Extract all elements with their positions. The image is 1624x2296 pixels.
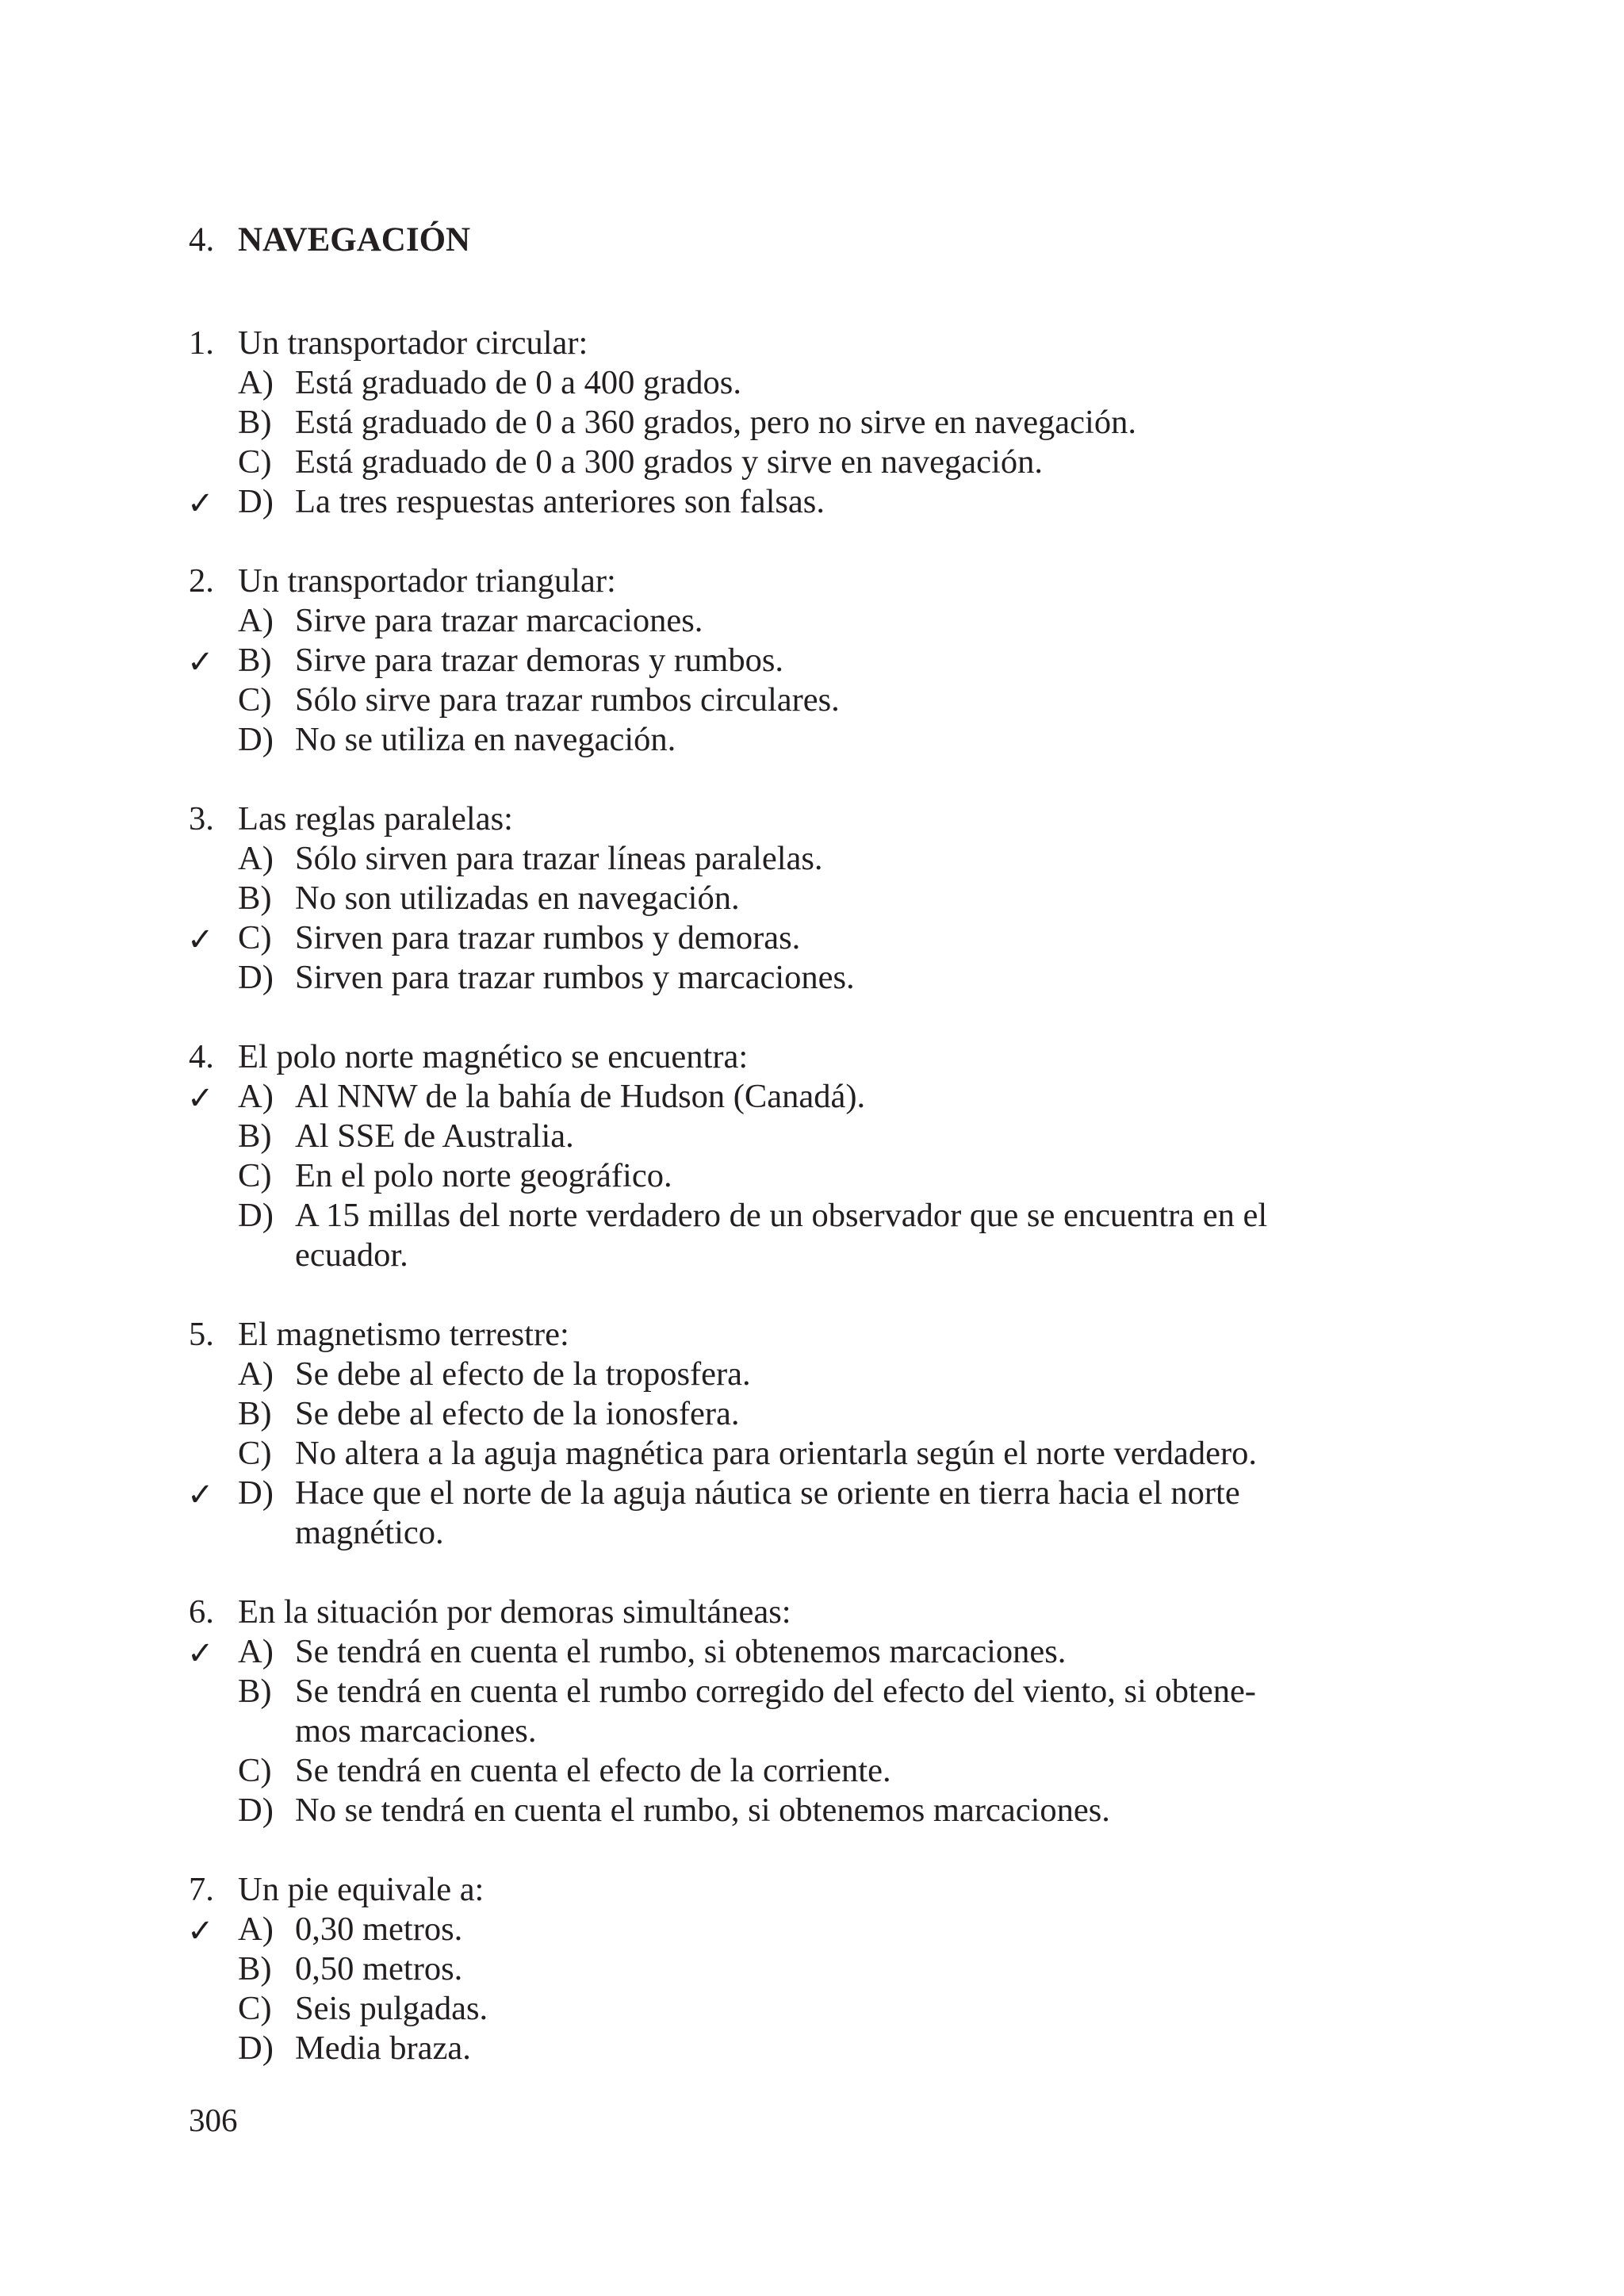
- question-text: En la situación por demoras simultáneas:: [238, 1593, 791, 1631]
- option-letter: B): [238, 642, 272, 679]
- question-stem: [189, 324, 1410, 363]
- option-b: [189, 1672, 1410, 1711]
- option-a: [189, 1910, 1410, 1949]
- option-letter: D): [238, 1792, 274, 1829]
- check-mark-icon: ✓: [187, 922, 214, 958]
- option-text: Al NNW de la bahía de Hudson (Canadá).: [295, 1078, 866, 1115]
- question-text: Un pie equivale a:: [238, 1871, 485, 1908]
- option-text: En el polo norte geográfico.: [295, 1157, 672, 1194]
- option-letter: C): [238, 681, 272, 719]
- option-letter: B): [238, 1950, 272, 1987]
- option-letter: C): [238, 1752, 272, 1789]
- option-d: [189, 482, 1410, 522]
- option-text: Sirven para trazar rumbos y marcaciones.: [295, 959, 855, 996]
- page-number: 306: [189, 2102, 238, 2138]
- question-list: [189, 324, 1410, 2108]
- question-number: 4.: [189, 1038, 214, 1075]
- option-letter: B): [238, 880, 272, 917]
- option-letter: C): [238, 443, 272, 481]
- option-text: No altera a la aguja magnética para orientarla según el norte verdadero.: [295, 1435, 1257, 1472]
- option-d: [189, 1474, 1410, 1513]
- option-c: [189, 1434, 1410, 1474]
- question-7: [189, 1870, 1410, 2068]
- check-mark-icon: ✓: [187, 644, 214, 680]
- question-stem: [189, 1315, 1410, 1355]
- question-number: 3.: [189, 800, 214, 838]
- option-letter: A): [238, 1078, 274, 1115]
- option-c: [189, 443, 1410, 482]
- option-text: La tres respuestas anteriores son falsas.: [295, 483, 825, 520]
- question-2: [189, 562, 1410, 760]
- option-d-continuation: [189, 1236, 1410, 1275]
- option-c: [189, 1989, 1410, 2029]
- option-b: [189, 641, 1410, 680]
- question-stem: [189, 562, 1410, 601]
- question-stem: [189, 1870, 1410, 1910]
- option-letter: D): [238, 1474, 274, 1512]
- option-letter: D): [238, 721, 274, 758]
- section-number: 4.: [189, 221, 215, 259]
- check-mark-icon: ✓: [187, 1477, 214, 1513]
- question-number: 1.: [189, 324, 214, 362]
- option-letter: A): [238, 840, 274, 877]
- option-a: [189, 1632, 1410, 1672]
- option-letter: D): [238, 483, 274, 520]
- option-text: Media braza.: [295, 2030, 471, 2067]
- question-text: Las reglas paralelas:: [238, 800, 513, 838]
- option-b: [189, 1949, 1410, 1989]
- option-text: Al SSE de Australia.: [295, 1117, 574, 1155]
- option-d: [189, 958, 1410, 998]
- option-text: magnético.: [295, 1514, 444, 1551]
- option-a: [189, 839, 1410, 879]
- option-a: [189, 363, 1410, 403]
- option-letter: C): [238, 1157, 272, 1194]
- check-mark-icon: ✓: [187, 485, 214, 522]
- option-letter: C): [238, 919, 272, 956]
- option-letter: D): [238, 1197, 274, 1234]
- option-text: No son utilizadas en navegación.: [295, 880, 740, 917]
- option-b: [189, 1394, 1410, 1434]
- section-title: NAVEGACIÓN: [238, 221, 471, 259]
- option-letter: C): [238, 1990, 272, 2027]
- question-text: Un transportador circular:: [238, 324, 588, 362]
- option-text: Sirve para trazar demoras y rumbos.: [295, 642, 784, 679]
- option-text: Está graduado de 0 a 360 grados, pero no sirve en navegación.: [295, 404, 1136, 441]
- option-d: [189, 720, 1410, 760]
- option-letter: C): [238, 1435, 272, 1472]
- option-c: [189, 1156, 1410, 1196]
- option-b: [189, 1117, 1410, 1156]
- option-b: [189, 879, 1410, 918]
- option-d: [189, 1196, 1410, 1236]
- option-text: 0,50 metros.: [295, 1950, 463, 1987]
- option-letter: D): [238, 2030, 274, 2067]
- question-number: 7.: [189, 1871, 214, 1908]
- option-text: Se tendrá en cuenta el rumbo corregido del efecto del viento, si obtene-: [295, 1673, 1256, 1710]
- option-text: Se tendrá en cuenta el rumbo, si obtenemos marcaciones.: [295, 1633, 1067, 1670]
- option-letter: A): [238, 1633, 274, 1670]
- option-text: Sólo sirven para trazar líneas paralelas.: [295, 840, 823, 877]
- question-stem: [189, 799, 1410, 839]
- option-c: [189, 680, 1410, 720]
- option-text: Sirven para trazar rumbos y demoras.: [295, 919, 801, 956]
- option-text: A 15 millas del norte verdadero de un observador que se encuentra en el: [295, 1197, 1268, 1234]
- question-number: 5.: [189, 1316, 214, 1353]
- check-mark-icon: ✓: [187, 1080, 214, 1117]
- check-mark-icon: ✓: [187, 1913, 214, 1949]
- question-number: 6.: [189, 1593, 214, 1631]
- option-text: Se debe al efecto de la ionosfera.: [295, 1395, 740, 1432]
- option-letter: B): [238, 1395, 272, 1432]
- question-4: [189, 1037, 1410, 1275]
- option-text: Sirve para trazar marcaciones.: [295, 602, 703, 639]
- option-text: mos marcaciones.: [295, 1712, 537, 1750]
- option-text: No se utiliza en navegación.: [295, 721, 676, 758]
- option-letter: A): [238, 1355, 274, 1393]
- option-b-continuation: [189, 1711, 1410, 1751]
- option-text: Se debe al efecto de la troposfera.: [295, 1355, 751, 1393]
- option-b: [189, 403, 1410, 443]
- option-text: ecuador.: [295, 1236, 408, 1274]
- question-3: [189, 799, 1410, 998]
- option-letter: B): [238, 404, 272, 441]
- option-letter: A): [238, 602, 274, 639]
- option-text: 0,30 metros.: [295, 1911, 463, 1948]
- option-c: [189, 1751, 1410, 1791]
- option-text: Sólo sirve para trazar rumbos circulares.: [295, 681, 840, 719]
- question-stem: [189, 1037, 1410, 1077]
- question-1: [189, 324, 1410, 522]
- question-text: El magnetismo terrestre:: [238, 1316, 569, 1353]
- option-text: Se tendrá en cuenta el efecto de la corriente.: [295, 1752, 891, 1789]
- option-text: Hace que el norte de la aguja náutica se oriente en tierra hacia el norte: [295, 1474, 1240, 1512]
- question-5: [189, 1315, 1410, 1553]
- question-stem: [189, 1593, 1410, 1632]
- option-text: Seis pulgadas.: [295, 1990, 488, 2027]
- option-letter: D): [238, 959, 274, 996]
- question-text: El polo norte magnético se encuentra:: [238, 1038, 749, 1075]
- option-c: [189, 918, 1410, 958]
- option-text: Está graduado de 0 a 400 grados.: [295, 364, 741, 401]
- option-letter: A): [238, 364, 274, 401]
- option-d: [189, 1791, 1410, 1830]
- option-d-continuation: [189, 1513, 1410, 1553]
- question-text: Un transportador triangular:: [238, 562, 616, 600]
- question-6: [189, 1593, 1410, 1830]
- option-text: Está graduado de 0 a 300 grados y sirve en navegación.: [295, 443, 1043, 481]
- option-a: [189, 1355, 1410, 1394]
- section-heading: [189, 220, 470, 260]
- option-a: [189, 601, 1410, 641]
- option-letter: B): [238, 1673, 272, 1710]
- option-text: No se tendrá en cuenta el rumbo, si obtenemos marcaciones.: [295, 1792, 1110, 1829]
- check-mark-icon: ✓: [187, 1635, 214, 1672]
- option-letter: A): [238, 1911, 274, 1948]
- question-number: 2.: [189, 562, 214, 600]
- option-letter: B): [238, 1117, 272, 1155]
- option-d: [189, 2029, 1410, 2068]
- option-a: [189, 1077, 1410, 1117]
